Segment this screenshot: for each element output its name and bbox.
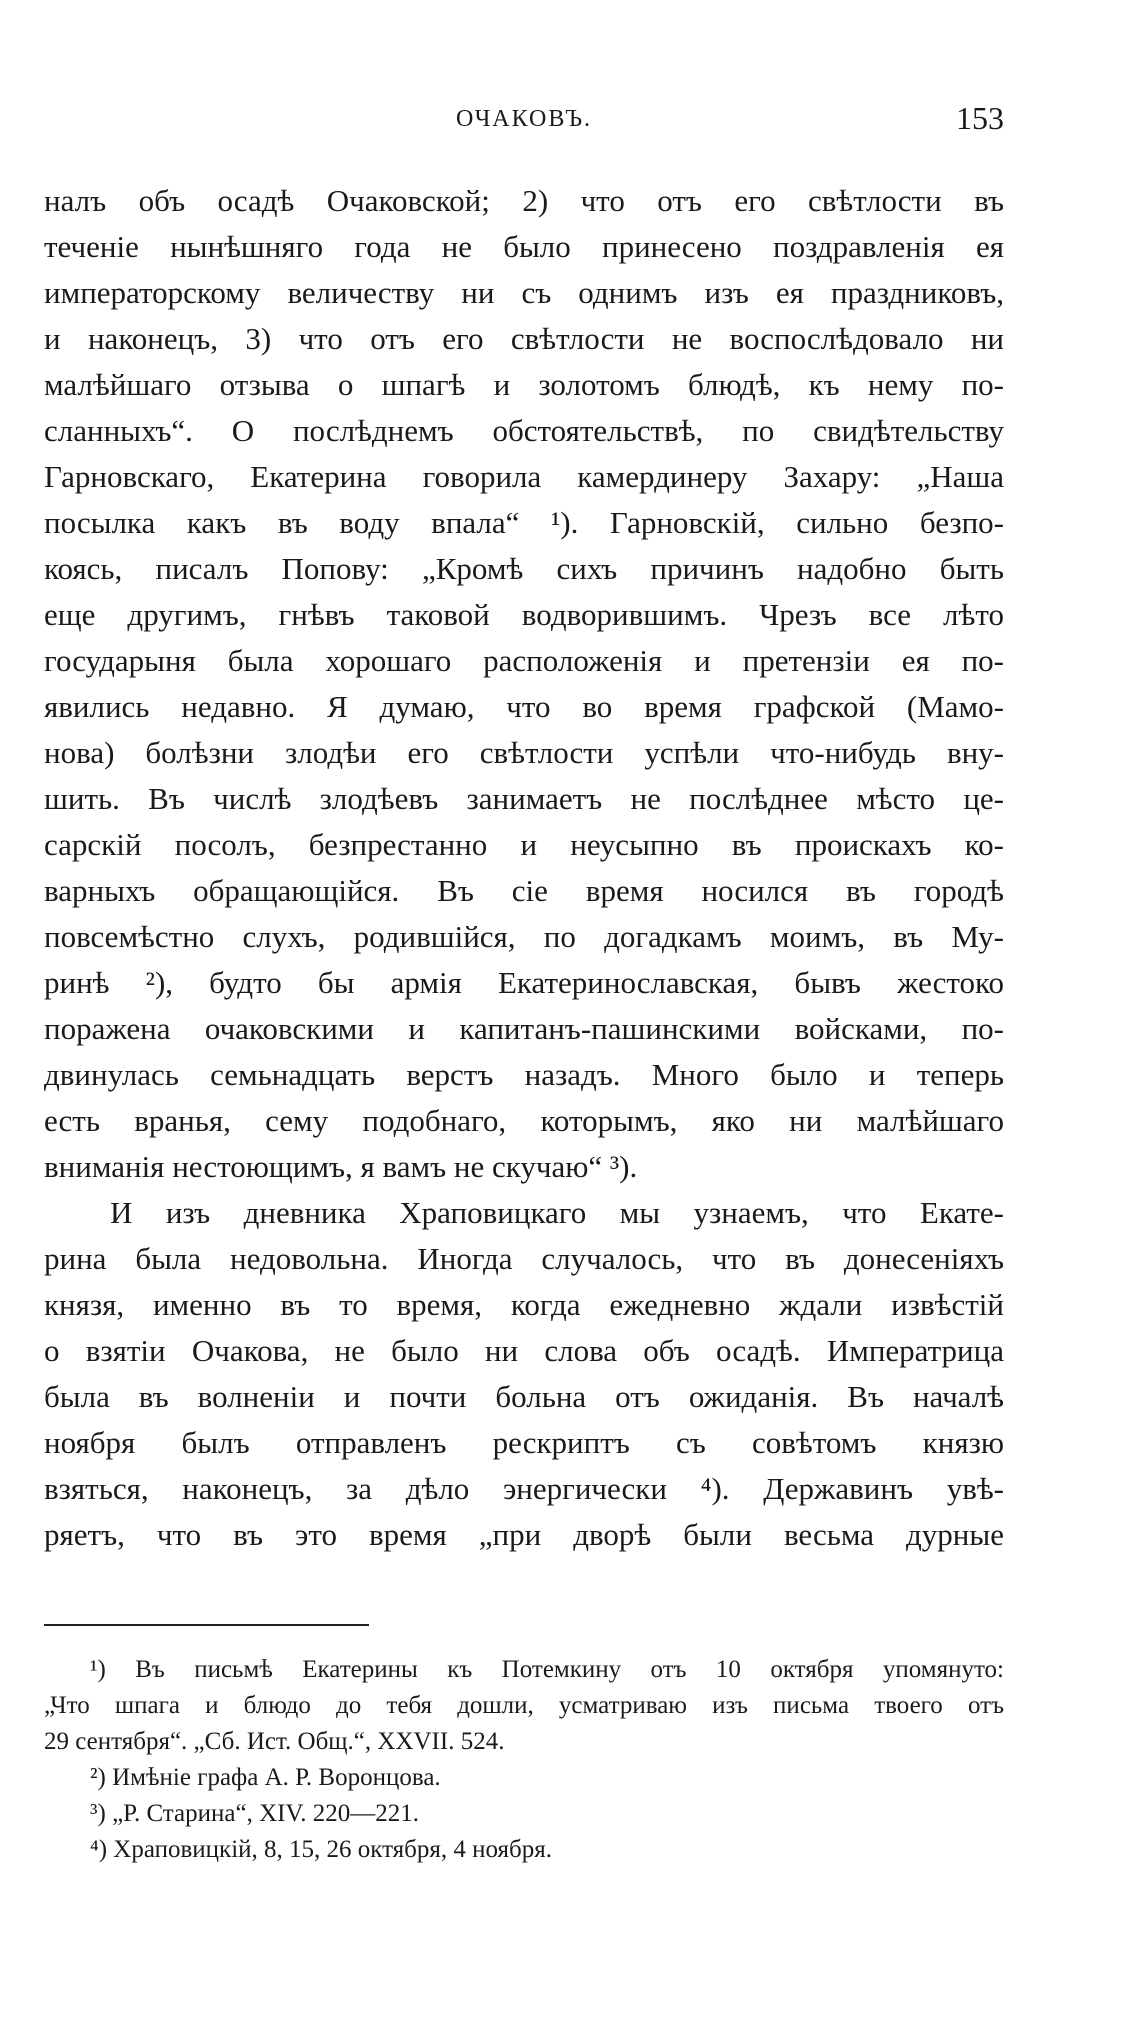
- text-line: и наконецъ, 3) что отъ его свѣтлости не воспослѣдовало ни: [44, 321, 1004, 356]
- text-line: императорскому величеству ни съ однимъ изъ ея праздниковъ,: [44, 275, 1004, 310]
- text-line-paragraph-start: И изъ дневника Храповицкаго мы узнаемъ, что Екате-: [110, 1195, 1004, 1230]
- text-line: сланныхъ“. О послѣднемъ обстоятельствѣ, по свидѣтельству: [44, 413, 1004, 448]
- text-line: была въ волненіи и почти больна отъ ожиданія. Въ началѣ: [44, 1379, 1004, 1414]
- text-line: малѣйшаго отзыва о шпагѣ и золотомъ блюдѣ, къ нему по-: [44, 367, 1004, 402]
- text-line: варныхъ обращающійся. Въ сіе время носился въ городѣ: [44, 873, 1004, 908]
- running-title: ОЧАКОВЪ.: [455, 106, 593, 132]
- text-line: повсемѣстно слухъ, родившійся, по догадкамъ моимъ, въ Му-: [44, 919, 1004, 954]
- footnote-1-line: 29 сентября“. „Сб. Ист. Общ.“, XXVII. 524.: [44, 1728, 505, 1755]
- page-number: 153: [956, 100, 1004, 136]
- footnote-2: ²) Имѣніе графа А. Р. Воронцова.: [90, 1764, 441, 1791]
- text-line: рина была недовольна. Иногда случалось, что въ донесеніяхъ: [44, 1241, 1004, 1276]
- text-line: о взятіи Очакова, не было ни слова объ осадѣ. Императрица: [44, 1333, 1004, 1368]
- running-head: [44, 100, 1004, 140]
- footnote-1-line: ¹) Въ письмѣ Екатерины къ Потемкину отъ 10 октября упомянуто:: [90, 1656, 1004, 1683]
- text-line: налъ объ осадѣ Очаковской; 2) что отъ его свѣтлости въ: [44, 183, 1004, 218]
- text-line: Гарновскаго, Екатерина говорила камердинеру Захару: „Наша: [44, 459, 1004, 494]
- text-line: теченіе нынѣшняго года не было принесено поздравленія ея: [44, 229, 1004, 264]
- text-line: еще другимъ, гнѣвъ таковой водворившимъ. Чрезъ все лѣто: [44, 597, 1004, 632]
- text-line: сарскій посолъ, безпрестанно и неусыпно въ проискахъ ко-: [44, 827, 1004, 862]
- text-line: двинулась семьнадцать верстъ назадъ. Много было и теперь: [44, 1057, 1004, 1092]
- footnote-divider: [44, 1624, 369, 1626]
- footnote-4: ⁴) Храповицкій, 8, 15, 26 октября, 4 ноября.: [90, 1836, 553, 1863]
- text-line: шить. Въ числѣ злодѣевъ занимаетъ не послѣднее мѣсто це-: [44, 781, 1004, 816]
- footnote-1-line: „Что шпага и блюдо до тебя дошли, усматриваю изъ письма твоего отъ: [44, 1692, 1004, 1719]
- text-line: нова) болѣзни злодѣи его свѣтлости успѣли что-нибудь вну-: [44, 735, 1004, 770]
- text-line: князя, именно въ то время, когда ежедневно ждали извѣстій: [44, 1287, 1004, 1322]
- text-line: коясь, писалъ Попову: „Кромѣ сихъ причинъ надобно быть: [44, 551, 1004, 586]
- text-line: ряетъ, что въ это время „при дворѣ были весьма дурные: [44, 1517, 1004, 1552]
- text-line-paragraph-end: вниманія нестоющимъ, я вамъ не скучаю“ ³).: [44, 1149, 638, 1184]
- body-text: [44, 178, 1004, 1558]
- text-line: поражена очаковскими и капитанъ-пашинскими войсками, по-: [44, 1011, 1004, 1046]
- text-line: явились недавно. Я думаю, что во время графской (Мамо-: [44, 689, 1004, 724]
- text-line: посылка какъ въ воду впала“ ¹). Гарновскій, сильно безпо-: [44, 505, 1004, 540]
- text-line: есть вранья, сему подобнаго, которымъ, яко ни малѣйшаго: [44, 1103, 1004, 1138]
- footnotes: [44, 1652, 1004, 1868]
- text-line: ринѣ ²), будто бы армія Екатеринославская, бывъ жестоко: [44, 965, 1004, 1000]
- text-line: государыня была хорошаго расположенія и претензіи ея по-: [44, 643, 1004, 678]
- text-line: взяться, наконецъ, за дѣло энергически ⁴). Державинъ увѣ-: [44, 1471, 1004, 1506]
- footnote-3: ³) „Р. Старина“, XIV. 220—221.: [90, 1800, 420, 1827]
- text-line: ноября былъ отправленъ рескриптъ съ совѣтомъ князю: [44, 1425, 1004, 1460]
